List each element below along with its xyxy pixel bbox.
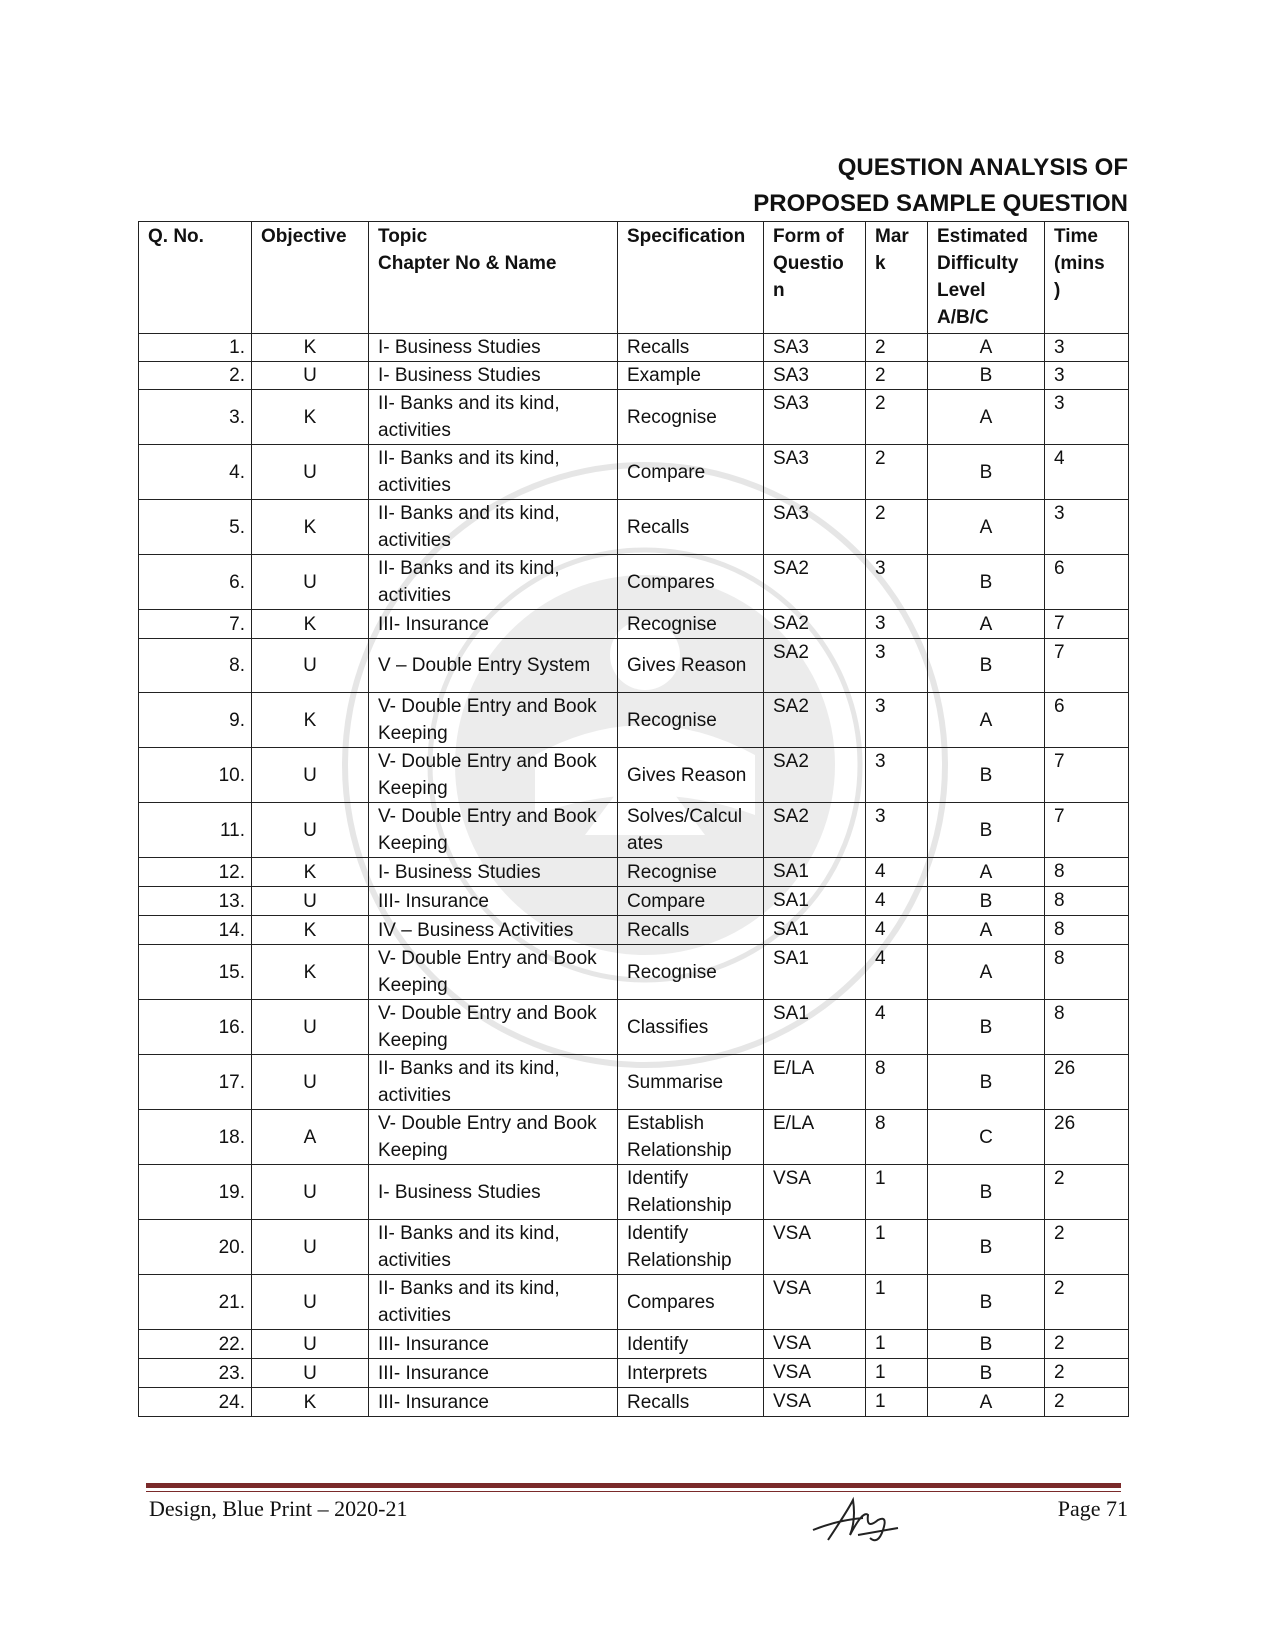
cell-mark: 2 xyxy=(866,500,928,555)
page-title-line2: PROPOSED SAMPLE QUESTION xyxy=(753,190,1128,217)
cell-qno: 22. xyxy=(139,1330,252,1359)
cell-form: SA1 xyxy=(764,916,866,945)
cell-specification: Gives Reason xyxy=(618,639,764,693)
header-time: Time (mins ) xyxy=(1045,222,1129,334)
cell-form: SA2 xyxy=(764,693,866,748)
cell-specification: Compare xyxy=(618,887,764,916)
cell-qno: 6. xyxy=(139,555,252,610)
cell-difficulty: C xyxy=(928,1110,1045,1165)
cell-specification: Example xyxy=(618,362,764,390)
cell-topic: II- Banks and its kind, activities xyxy=(369,1275,618,1330)
cell-difficulty: A xyxy=(928,916,1045,945)
cell-difficulty: B xyxy=(928,445,1045,500)
signature-icon xyxy=(808,1490,908,1550)
cell-form: SA3 xyxy=(764,445,866,500)
cell-time: 7 xyxy=(1045,803,1129,858)
cell-mark: 8 xyxy=(866,1055,928,1110)
cell-topic: V- Double Entry and Book Keeping xyxy=(369,693,618,748)
table-row xyxy=(139,1330,1129,1359)
cell-difficulty: A xyxy=(928,334,1045,362)
cell-mark: 4 xyxy=(866,945,928,1000)
cell-form: VSA xyxy=(764,1220,866,1275)
cell-specification: Recognise xyxy=(618,693,764,748)
cell-time: 8 xyxy=(1045,916,1129,945)
header-objective: Objective xyxy=(252,222,369,334)
cell-topic: V- Double Entry and Book Keeping xyxy=(369,748,618,803)
cell-qno: 13. xyxy=(139,887,252,916)
cell-qno: 2. xyxy=(139,362,252,390)
cell-mark: 3 xyxy=(866,748,928,803)
cell-objective: K xyxy=(252,500,369,555)
table-row xyxy=(139,803,1129,858)
table-row xyxy=(139,1220,1129,1275)
cell-mark: 2 xyxy=(866,445,928,500)
cell-objective: U xyxy=(252,555,369,610)
cell-form: SA1 xyxy=(764,945,866,1000)
header-difficulty: Estimated Difficulty Level A/B/C xyxy=(928,222,1045,334)
cell-difficulty: B xyxy=(928,1359,1045,1388)
cell-topic: III- Insurance xyxy=(369,610,618,639)
cell-difficulty: B xyxy=(928,748,1045,803)
cell-difficulty: B xyxy=(928,803,1045,858)
cell-form: SA2 xyxy=(764,555,866,610)
cell-objective: K xyxy=(252,390,369,445)
table-row xyxy=(139,916,1129,945)
cell-difficulty: A xyxy=(928,390,1045,445)
cell-time: 6 xyxy=(1045,555,1129,610)
table-row xyxy=(139,693,1129,748)
cell-specification: Solves/Calcul ates xyxy=(618,803,764,858)
cell-time: 8 xyxy=(1045,1000,1129,1055)
cell-mark: 4 xyxy=(866,858,928,887)
header-specification: Specification xyxy=(618,222,764,334)
cell-time: 7 xyxy=(1045,748,1129,803)
cell-form: VSA xyxy=(764,1165,866,1220)
cell-objective: K xyxy=(252,610,369,639)
cell-form: SA1 xyxy=(764,1000,866,1055)
table-row xyxy=(139,1000,1129,1055)
cell-mark: 4 xyxy=(866,916,928,945)
cell-topic: V- Double Entry and Book Keeping xyxy=(369,1000,618,1055)
cell-objective: U xyxy=(252,1330,369,1359)
cell-topic: IV – Business Activities xyxy=(369,916,618,945)
cell-form: SA2 xyxy=(764,748,866,803)
cell-qno: 15. xyxy=(139,945,252,1000)
cell-time: 3 xyxy=(1045,362,1129,390)
cell-qno: 21. xyxy=(139,1275,252,1330)
cell-time: 2 xyxy=(1045,1388,1129,1417)
cell-specification: Recognise xyxy=(618,945,764,1000)
cell-mark: 1 xyxy=(866,1359,928,1388)
cell-topic: III- Insurance xyxy=(369,1388,618,1417)
cell-mark: 1 xyxy=(866,1165,928,1220)
cell-difficulty: A xyxy=(928,500,1045,555)
footer-page-number: Page 71 xyxy=(1057,1496,1128,1521)
cell-specification: Recalls xyxy=(618,500,764,555)
cell-specification: Interprets xyxy=(618,1359,764,1388)
cell-difficulty: A xyxy=(928,945,1045,1000)
cell-objective: K xyxy=(252,334,369,362)
cell-mark: 3 xyxy=(866,803,928,858)
cell-time: 3 xyxy=(1045,390,1129,445)
header-form: Form of Questio n xyxy=(764,222,866,334)
cell-mark: 3 xyxy=(866,610,928,639)
cell-mark: 3 xyxy=(866,693,928,748)
cell-specification: Recognise xyxy=(618,390,764,445)
table-row xyxy=(139,555,1129,610)
cell-objective: K xyxy=(252,858,369,887)
cell-form: SA3 xyxy=(764,334,866,362)
cell-form: SA2 xyxy=(764,803,866,858)
table-row xyxy=(139,639,1129,693)
cell-difficulty: A xyxy=(928,693,1045,748)
cell-objective: U xyxy=(252,1165,369,1220)
cell-time: 8 xyxy=(1045,945,1129,1000)
table-row xyxy=(139,390,1129,445)
cell-difficulty: B xyxy=(928,1275,1045,1330)
cell-form: VSA xyxy=(764,1388,866,1417)
cell-topic: II- Banks and its kind, activities xyxy=(369,390,618,445)
cell-difficulty: B xyxy=(928,1000,1045,1055)
cell-specification: Compare xyxy=(618,445,764,500)
cell-qno: 17. xyxy=(139,1055,252,1110)
cell-objective: U xyxy=(252,1000,369,1055)
cell-difficulty: A xyxy=(928,610,1045,639)
cell-form: SA1 xyxy=(764,887,866,916)
header-topic: Topic Chapter No & Name xyxy=(369,222,618,334)
cell-objective: U xyxy=(252,748,369,803)
cell-qno: 16. xyxy=(139,1000,252,1055)
question-analysis-table xyxy=(138,221,1129,1417)
table-row xyxy=(139,1110,1129,1165)
cell-topic: II- Banks and its kind, activities xyxy=(369,555,618,610)
cell-specification: Summarise xyxy=(618,1055,764,1110)
cell-specification: Classifies xyxy=(618,1000,764,1055)
cell-time: 7 xyxy=(1045,610,1129,639)
cell-difficulty: B xyxy=(928,1330,1045,1359)
cell-qno: 4. xyxy=(139,445,252,500)
table-row xyxy=(139,334,1129,362)
cell-qno: 12. xyxy=(139,858,252,887)
cell-mark: 3 xyxy=(866,639,928,693)
cell-topic: I- Business Studies xyxy=(369,334,618,362)
cell-objective: K xyxy=(252,916,369,945)
cell-objective: K xyxy=(252,945,369,1000)
cell-specification: Recalls xyxy=(618,334,764,362)
cell-form: SA2 xyxy=(764,639,866,693)
cell-qno: 24. xyxy=(139,1388,252,1417)
cell-mark: 4 xyxy=(866,1000,928,1055)
cell-qno: 1. xyxy=(139,334,252,362)
cell-objective: U xyxy=(252,639,369,693)
cell-objective: K xyxy=(252,1388,369,1417)
table-row xyxy=(139,1165,1129,1220)
cell-specification: Recalls xyxy=(618,916,764,945)
cell-specification: Compares xyxy=(618,1275,764,1330)
cell-objective: U xyxy=(252,1055,369,1110)
table-row xyxy=(139,887,1129,916)
cell-objective: K xyxy=(252,693,369,748)
cell-difficulty: B xyxy=(928,555,1045,610)
cell-qno: 11. xyxy=(139,803,252,858)
table-row xyxy=(139,1359,1129,1388)
cell-time: 2 xyxy=(1045,1330,1129,1359)
table-row xyxy=(139,1275,1129,1330)
cell-mark: 1 xyxy=(866,1388,928,1417)
cell-form: SA3 xyxy=(764,500,866,555)
cell-topic: V- Double Entry and Book Keeping xyxy=(369,1110,618,1165)
cell-time: 2 xyxy=(1045,1220,1129,1275)
cell-topic: II- Banks and its kind, activities xyxy=(369,500,618,555)
cell-time: 8 xyxy=(1045,887,1129,916)
cell-specification: Identify Relationship xyxy=(618,1165,764,1220)
cell-mark: 1 xyxy=(866,1220,928,1275)
table-row xyxy=(139,445,1129,500)
cell-qno: 3. xyxy=(139,390,252,445)
table-row xyxy=(139,945,1129,1000)
cell-topic: III- Insurance xyxy=(369,1359,618,1388)
table-row xyxy=(139,1388,1129,1417)
cell-mark: 2 xyxy=(866,362,928,390)
cell-specification: Establish Relationship xyxy=(618,1110,764,1165)
cell-specification: Gives Reason xyxy=(618,748,764,803)
footer-rule-thin xyxy=(146,1491,1121,1492)
cell-specification: Identify Relationship xyxy=(618,1220,764,1275)
cell-qno: 19. xyxy=(139,1165,252,1220)
cell-time: 7 xyxy=(1045,639,1129,693)
cell-topic: II- Banks and its kind, activities xyxy=(369,1220,618,1275)
cell-objective: A xyxy=(252,1110,369,1165)
cell-time: 4 xyxy=(1045,445,1129,500)
cell-form: SA3 xyxy=(764,362,866,390)
header-qno: Q. No. xyxy=(139,222,252,334)
cell-mark: 1 xyxy=(866,1330,928,1359)
cell-form: E/LA xyxy=(764,1110,866,1165)
table-header-row xyxy=(139,222,1129,334)
cell-difficulty: B xyxy=(928,1165,1045,1220)
cell-topic: II- Banks and its kind, activities xyxy=(369,445,618,500)
table-row xyxy=(139,500,1129,555)
table-row xyxy=(139,1055,1129,1110)
cell-form: SA3 xyxy=(764,390,866,445)
cell-time: 2 xyxy=(1045,1359,1129,1388)
cell-form: E/LA xyxy=(764,1055,866,1110)
footer-rule xyxy=(146,1483,1121,1488)
cell-difficulty: B xyxy=(928,639,1045,693)
cell-qno: 9. xyxy=(139,693,252,748)
cell-topic: I- Business Studies xyxy=(369,362,618,390)
cell-qno: 20. xyxy=(139,1220,252,1275)
table-row xyxy=(139,610,1129,639)
cell-difficulty: B xyxy=(928,1220,1045,1275)
cell-time: 3 xyxy=(1045,500,1129,555)
cell-difficulty: A xyxy=(928,1388,1045,1417)
cell-specification: Recalls xyxy=(618,1388,764,1417)
cell-time: 2 xyxy=(1045,1165,1129,1220)
cell-time: 2 xyxy=(1045,1275,1129,1330)
cell-difficulty: A xyxy=(928,858,1045,887)
cell-time: 3 xyxy=(1045,334,1129,362)
cell-mark: 1 xyxy=(866,1275,928,1330)
cell-time: 26 xyxy=(1045,1055,1129,1110)
cell-topic: V- Double Entry and Book Keeping xyxy=(369,803,618,858)
cell-difficulty: B xyxy=(928,1055,1045,1110)
cell-difficulty: B xyxy=(928,887,1045,916)
cell-qno: 10. xyxy=(139,748,252,803)
table-row xyxy=(139,362,1129,390)
page-title-line1: QUESTION ANALYSIS OF xyxy=(837,154,1128,181)
cell-time: 6 xyxy=(1045,693,1129,748)
cell-mark: 2 xyxy=(866,334,928,362)
cell-difficulty: B xyxy=(928,362,1045,390)
cell-objective: U xyxy=(252,1359,369,1388)
cell-specification: Compares xyxy=(618,555,764,610)
cell-topic: V – Double Entry System xyxy=(369,639,618,693)
cell-specification: Recognise xyxy=(618,610,764,639)
cell-topic: I- Business Studies xyxy=(369,858,618,887)
cell-topic: III- Insurance xyxy=(369,887,618,916)
cell-qno: 7. xyxy=(139,610,252,639)
cell-form: VSA xyxy=(764,1359,866,1388)
cell-mark: 8 xyxy=(866,1110,928,1165)
cell-specification: Recognise xyxy=(618,858,764,887)
cell-objective: U xyxy=(252,362,369,390)
footer-left-text: Design, Blue Print – 2020-21 xyxy=(149,1496,408,1521)
cell-objective: U xyxy=(252,803,369,858)
cell-qno: 8. xyxy=(139,639,252,693)
cell-mark: 3 xyxy=(866,555,928,610)
cell-qno: 5. xyxy=(139,500,252,555)
table-row xyxy=(139,858,1129,887)
cell-objective: U xyxy=(252,1275,369,1330)
cell-mark: 4 xyxy=(866,887,928,916)
cell-time: 8 xyxy=(1045,858,1129,887)
cell-form: VSA xyxy=(764,1275,866,1330)
cell-qno: 23. xyxy=(139,1359,252,1388)
cell-topic: II- Banks and its kind, activities xyxy=(369,1055,618,1110)
cell-form: VSA xyxy=(764,1330,866,1359)
cell-time: 26 xyxy=(1045,1110,1129,1165)
table-row xyxy=(139,748,1129,803)
cell-specification: Identify xyxy=(618,1330,764,1359)
cell-objective: U xyxy=(252,445,369,500)
cell-objective: U xyxy=(252,887,369,916)
cell-form: SA2 xyxy=(764,610,866,639)
header-mark: Mar k xyxy=(866,222,928,334)
cell-qno: 14. xyxy=(139,916,252,945)
cell-qno: 18. xyxy=(139,1110,252,1165)
cell-topic: III- Insurance xyxy=(369,1330,618,1359)
cell-topic: V- Double Entry and Book Keeping xyxy=(369,945,618,1000)
cell-topic: I- Business Studies xyxy=(369,1165,618,1220)
cell-mark: 2 xyxy=(866,390,928,445)
cell-objective: U xyxy=(252,1220,369,1275)
cell-form: SA1 xyxy=(764,858,866,887)
